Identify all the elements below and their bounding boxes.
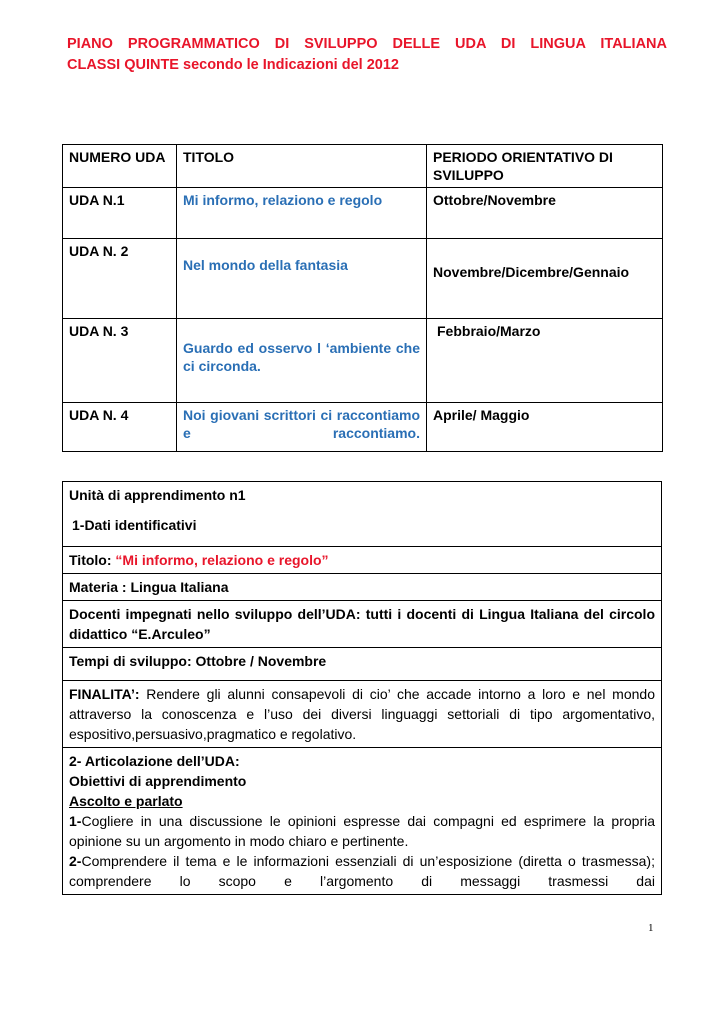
ascolto-heading: Ascolto e parlato bbox=[69, 793, 183, 809]
info-row-titolo bbox=[63, 547, 662, 574]
articolazione-label: 2- Articolazione dell’UDA: bbox=[69, 753, 240, 769]
info-row-docenti bbox=[63, 601, 662, 648]
uda-table-header bbox=[63, 145, 663, 188]
page-number: 1 bbox=[648, 922, 654, 934]
uda-numero: UDA N. 4 bbox=[63, 403, 177, 452]
uda-periodo: Ottobre/Novembre bbox=[427, 188, 663, 239]
finalita-text: Rendere gli alunni consapevoli di cio’ che accade intorno a loro e nel mondo attraverso la conoscenza e l’uso dei diversi linguaggi settoriali di tipo argomentativo, espositivo,persuasivo,pragmatico e regolativo. bbox=[69, 686, 655, 742]
header-periodo: PERIODO ORIENTATIVO DI SVILUPPO bbox=[427, 145, 663, 188]
obiettivi-label: Obiettivi di apprendimento bbox=[69, 773, 247, 789]
uda-periodo: Aprile/ Maggio bbox=[427, 403, 663, 452]
finalita-label: FINALITA’: bbox=[69, 686, 147, 702]
info-row-header bbox=[63, 482, 662, 547]
table-row bbox=[63, 319, 663, 403]
uda-titolo: Guardo ed osservo l ‘ambiente che ci circonda. bbox=[177, 319, 427, 403]
header-titolo: TITOLO bbox=[177, 145, 427, 188]
table-row bbox=[63, 403, 663, 452]
titolo-label: Titolo: bbox=[69, 552, 116, 568]
titolo-value: “Mi informo, relaziono e regolo” bbox=[115, 552, 329, 568]
uda-numero: UDA N. 2 bbox=[63, 239, 177, 319]
uda-info-table bbox=[62, 481, 662, 895]
table-row bbox=[63, 188, 663, 239]
uda-numero: UDA N.1 bbox=[63, 188, 177, 239]
obiettivo-1: 1-Cogliere in una discussione le opinioni espresse dai compagni ed esprimere la propria opinione su un argomento in modo chiaro e pertinente. bbox=[69, 813, 655, 849]
tempi-text: Tempi di sviluppo: Ottobre / Novembre bbox=[63, 648, 662, 681]
unita-label: Unità di apprendimento n1 bbox=[69, 487, 246, 503]
info-row-tempi bbox=[63, 648, 662, 681]
uda-titolo: Nel mondo della fantasia bbox=[177, 239, 427, 319]
title-line-1: PIANO PROGRAMMATICO DI SVILUPPO DELLE UDA DI LINGUA ITALIANA bbox=[67, 36, 667, 52]
info-row-articolazione bbox=[63, 748, 662, 895]
uda-periodo: Febbraio/Marzo bbox=[427, 319, 663, 403]
uda-numero: UDA N. 3 bbox=[63, 319, 177, 403]
obiettivo-2: 2-Comprendere il tema e le informazioni essenziali di un’esposizione (diretta o trasmessa); comprendere lo scopo e l’argomento di messaggi trasmessi dai bbox=[69, 853, 655, 889]
docenti-text: Docenti impegnati nello sviluppo dell’UDA: tutti i docenti di Lingua Italiana del circolo didattico “E.Arculeo” bbox=[69, 606, 655, 642]
uda-table bbox=[62, 144, 663, 452]
materia-text: Materia : Lingua Italiana bbox=[63, 574, 662, 601]
uda-periodo: Novembre/Dicembre/Gennaio bbox=[427, 239, 663, 319]
header-numero: NUMERO UDA bbox=[63, 145, 177, 188]
uda-titolo: Mi informo, relaziono e regolo bbox=[177, 188, 427, 239]
title-line-2: CLASSI QUINTE secondo le Indicazioni del 2012 bbox=[67, 57, 399, 73]
table-row bbox=[63, 239, 663, 319]
info-row-materia bbox=[63, 574, 662, 601]
uda-titolo: Noi giovani scrittori ci raccontiamo e raccontiamo. bbox=[177, 403, 427, 452]
finalita-paragraph bbox=[69, 684, 655, 744]
info-row-finalita bbox=[63, 681, 662, 748]
document-title bbox=[67, 34, 667, 76]
dati-label: 1-Dati identificativi bbox=[72, 517, 197, 533]
